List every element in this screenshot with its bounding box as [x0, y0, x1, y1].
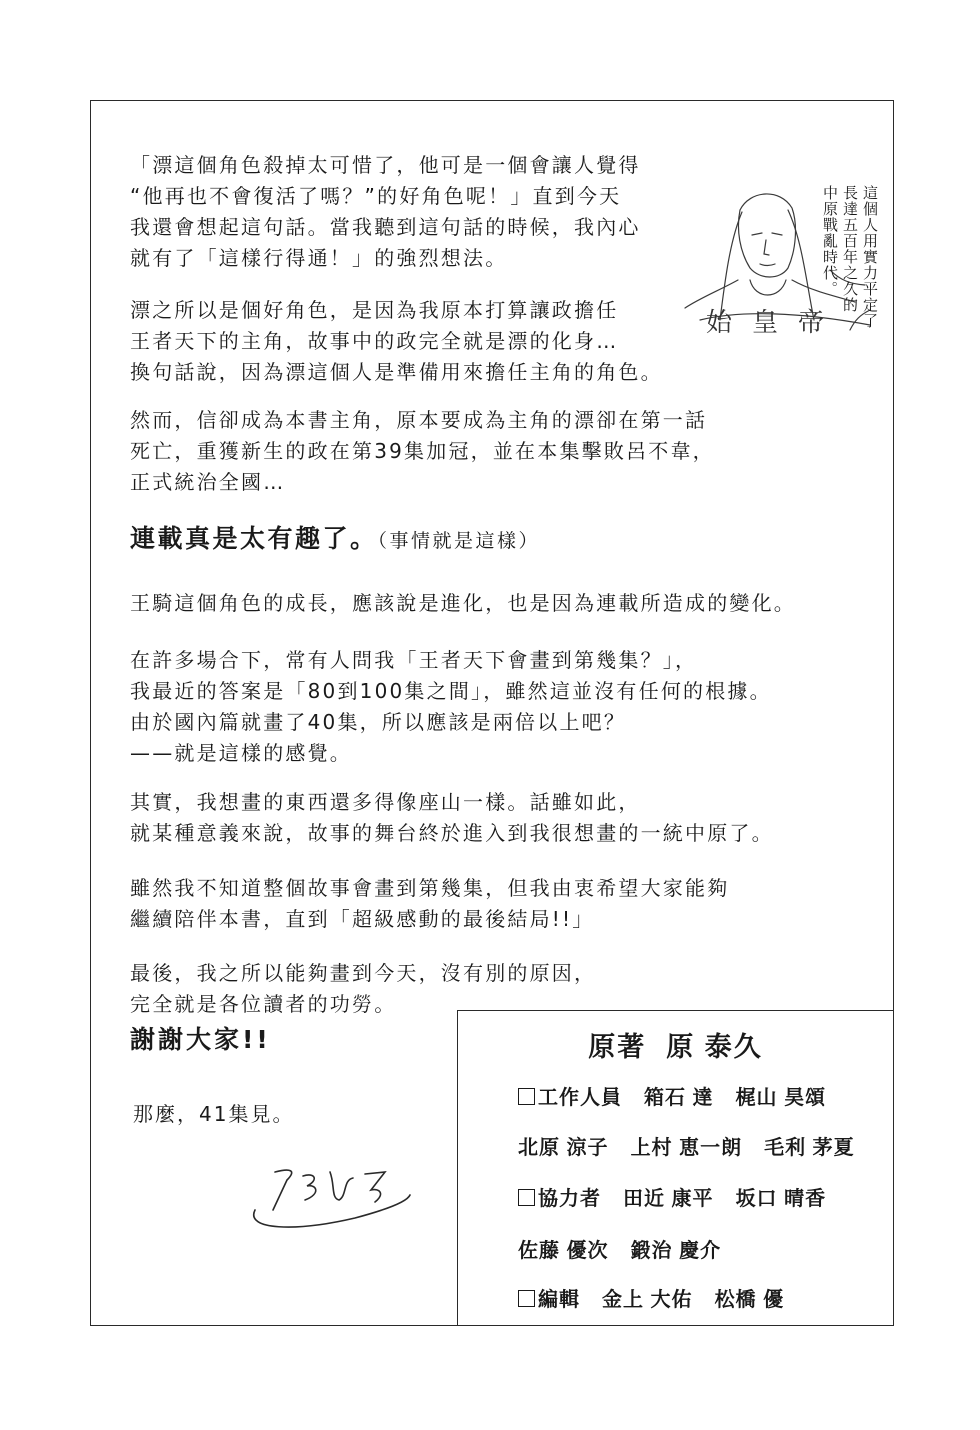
- helper-member: 坂口 晴香: [735, 1188, 827, 1210]
- text-line: 在許多場合下，常有人問我「王者天下會畫到第幾集？」，: [130, 648, 698, 672]
- helper-member: 鍛治 慶介: [630, 1240, 722, 1262]
- author-role: 原著: [588, 1032, 647, 1062]
- checkbox-icon: [518, 1189, 535, 1206]
- text-line: 正式統治全國…: [130, 470, 286, 494]
- paragraph-6: [130, 787, 774, 849]
- text-line: 然而，信卻成為本書主角，原本要成為主角的漂卻在第一話: [130, 408, 708, 432]
- text-line: 就某種意義來說，故事的舞台終於進入到我很想畫的一統中原了。: [130, 821, 774, 845]
- helper-member: 田近 康平: [623, 1188, 714, 1210]
- paragraph-4: [130, 588, 796, 619]
- text-line: 我還會想起這句話。當我聽到這句話的時候，我內心: [130, 215, 641, 239]
- text-line: ——就是這樣的感覺。: [130, 741, 352, 765]
- text-line: 王者天下的主角，故事中的政完全就是漂的化身…: [130, 329, 619, 353]
- staff-label: 工作人員: [538, 1087, 622, 1109]
- text-line: 其實，我想畫的東西還多得像座山一樣。話雖如此，: [130, 790, 641, 814]
- paragraph-3: [130, 405, 715, 498]
- credits-row-helpers: [518, 1182, 848, 1211]
- credits-title: [458, 1025, 893, 1064]
- staff-member: 梶山 昊頌: [735, 1087, 827, 1109]
- credits-row-staff: [518, 1081, 848, 1110]
- credits-row-staff-2: [518, 1131, 877, 1160]
- helpers-label: 協力者: [538, 1188, 601, 1210]
- staff-member: 毛利 茅夏: [764, 1137, 855, 1159]
- text-line: 最後，我之所以能夠畫到今天，沒有別的原因，: [130, 961, 597, 985]
- author-name: 原 泰久: [666, 1032, 763, 1062]
- credits-row-helpers-2: [518, 1234, 743, 1263]
- highlight-main: 連載真是太有趣了。: [130, 524, 378, 553]
- helper-member: 佐藤 優次: [518, 1240, 609, 1262]
- editor-member: 松橋 優: [714, 1289, 785, 1311]
- paragraph-2: [130, 295, 663, 388]
- staff-member: 箱石 達: [644, 1087, 714, 1109]
- credits-row-editors: [518, 1283, 806, 1312]
- text-line: 完全就是各位讀者的功勞。: [130, 992, 397, 1016]
- text-line: 我最近的答案是「80到100集之間」，雖然這並沒有任何的根據。: [130, 679, 772, 703]
- checkbox-icon: [518, 1088, 535, 1105]
- text-line: 由於國內篇就畫了40集，所以應該是兩倍以上吧？: [130, 710, 627, 734]
- paragraph-1: [130, 150, 641, 274]
- text-line: 「漂這個角色殺掉太可惜了，他可是一個會讓人覺得: [130, 153, 641, 177]
- farewell-message: 那麼，41集見。: [133, 1102, 295, 1126]
- text-line: 就有了「這樣行得通！」的強烈想法。: [130, 246, 508, 270]
- text-line: “他再也不會復活了嗎？”的好角色呢！」直到今天: [130, 184, 622, 208]
- illustration-label: 始皇帝: [706, 308, 845, 338]
- illustration-caption-line1: 這個人用實力平定了: [861, 185, 879, 329]
- checkbox-icon: [518, 1290, 535, 1307]
- paragraph-5: [130, 645, 772, 769]
- text-line: 王騎這個角色的成長，應該說是進化，也是因為連載所造成的變化。: [130, 591, 796, 615]
- staff-member: 上村 恵一朗: [630, 1137, 743, 1159]
- text-line: 漂之所以是個好角色，是因為我原本打算讓政擔任: [130, 298, 619, 322]
- illustration-caption-line2: 長達五百年之久的: [841, 185, 859, 313]
- paragraph-7: [130, 873, 729, 935]
- illustration-caption-line3: 中原戰亂時代。: [821, 185, 839, 297]
- editor-member: 金上 大佑: [602, 1289, 693, 1311]
- editors-label: 編輯: [538, 1289, 580, 1311]
- text-line: 繼續陪伴本書，直到「超級感動的最後結局!!」: [130, 907, 595, 931]
- staff-member: 北原 涼子: [518, 1137, 609, 1159]
- text-line: 雖然我不知道整個故事會畫到第幾集，但我由衷希望大家能夠: [130, 876, 730, 900]
- thanks-message: 謝謝大家!!: [130, 1025, 271, 1054]
- text-line: 死亡，重獲新生的政在第39集加冠，並在本集擊敗呂不韋，: [130, 439, 715, 463]
- author-signature: [235, 1150, 415, 1240]
- text-line: 換句話說，因為漂這個人是準備用來擔任主角的角色。: [130, 360, 663, 384]
- highlight-statement: [130, 522, 540, 558]
- credits-box: [457, 1010, 894, 1326]
- highlight-aside: （事情就是這樣）: [377, 530, 541, 552]
